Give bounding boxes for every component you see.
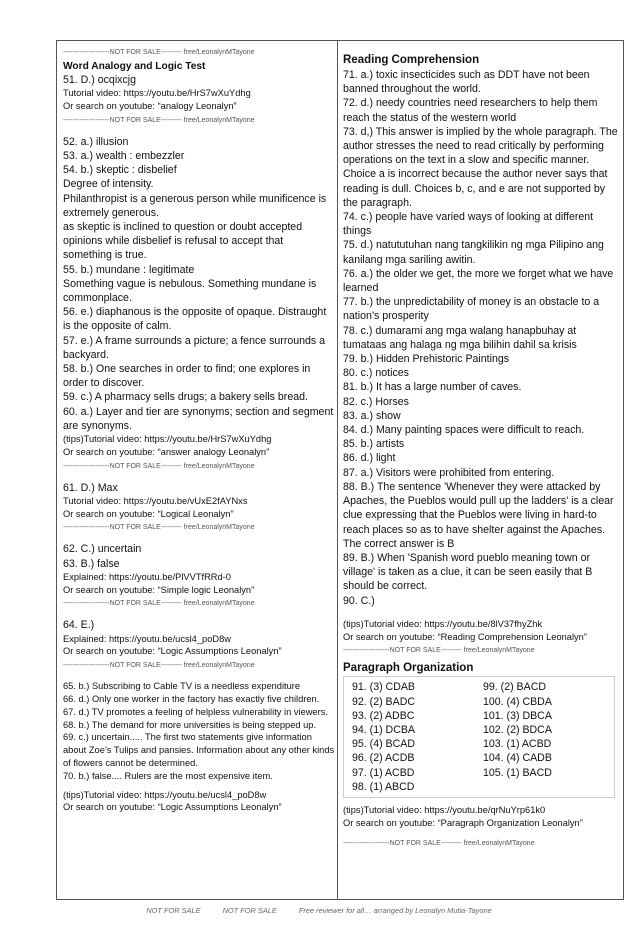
answer-line: 55. b.) mundane : legitimate [63,263,195,276]
answer-line: 76. a.) the older we get, the more we forget what we have learned [343,267,614,295]
tutorial-link[interactable]: Explained: https://youtu.be/PlVVTfRRd-0 [63,571,231,582]
para-answer: 105. (1) BACD [483,766,552,779]
para-col-left [348,680,479,794]
answer-line: 58. b.) One searches in order to find; one explores in order to discover. [63,363,311,390]
answer-line: 70. b.) false.... Rulers are the most expensive item. [63,770,273,781]
para-answer: 93. (2) ADBC [352,709,415,722]
tutorial-link[interactable]: Tutorial video: https://youtu.be/vUxE2fAYNxs [63,495,248,506]
answer-line: Philanthropist is a generous person while munificence is extremely generous. [63,192,327,219]
answer-line: Degree of intensity. [63,178,154,191]
answer-line: 81. b.) It has a large number of caves. [343,381,522,394]
para-answer: 99. (2) BACD [483,681,546,694]
answer-line: 80. c.) notices [343,367,409,380]
left-column [63,45,335,814]
separator: --------------------NOT FOR SALE--------- free/LeonalynMTayone [63,116,255,124]
search-hint: Or search on youtube: “Logic Assumptions Leonalyn” [63,646,282,657]
answer-sheet [56,40,624,900]
separator: --------------------NOT FOR SALE--------- free/LeonalynMTayone [63,462,255,470]
answer-line: 73. d,) This answer is implied by the whole paragraph. The author stresses the need to read critically by performing operations on the text in a slow and specific manner. Choice a is incorrect because the author never says that reading is dull. Choices b, c, and e are not supported by the paragraph. [343,125,618,209]
section-title-analogy: Word Analogy and Logic Test [63,61,206,72]
right-column [343,45,621,852]
para-answer: 103. (1) ACBD [483,738,552,751]
answer-51: 51. D.) ocqixcjg [63,74,137,86]
search-hint: Or search on youtube: “answer analogy Leonalyn” [63,446,270,457]
tutorial-link[interactable]: Tutorial video: https://youtu.be/HrS7wXuYdhg [63,88,251,99]
answer-line: 59. c.) A pharmacy sells drugs; a bakery sells bread. [63,391,308,404]
tutorial-link[interactable]: (tips)Tutorial video: https://youtu.be/8lV37fhyZhk [343,618,543,629]
separator: --------------------NOT FOR SALE--------- free/LeonalynMTayone [63,662,255,670]
para-answer: 102. (2) BDCA [483,723,552,736]
answer-64: 64. E.) [63,619,95,632]
answer-line: 65. b.) Subscribing to Cable TV is a needless expenditure [63,681,301,692]
para-answer: 100. (4) CBDA [483,695,552,708]
search-hint: Or search on youtube: “Logic Assumptions Leonalyn” [63,802,282,813]
search-hint: Or search on youtube: “Paragraph Organization Leonalyn” [343,817,583,828]
answer-line: 82. c.) Horses [343,395,409,408]
answer-line: 85. b.) artists [343,438,405,451]
answer-line: 68. b.) The demand for more universities is being stepped up. [63,719,317,730]
answer-line: 86. d.) light [343,452,396,465]
answer-61: 61. D.) Max [63,481,118,494]
answer-line: as skeptic is inclined to question or doubt accepted opinions while disbelief is refusal to accept that something is true. [63,221,303,262]
para-answer: 94. (1) DCBA [352,723,415,736]
separator: --------------------NOT FOR SALE--------- free/LeonalynMTayone [343,839,535,847]
answer-line: 56. e.) diaphanous is the opposite of opaque. Distraught is the opposite of calm. [63,306,327,333]
credit-line: Free reviewer for all… arranged by Leonalyn Mutia-Tayone [298,906,492,915]
answer-line: 89. B.) When 'Spanish word pueblo meaning town or village' is taken as a clue, it can be seen easily that B should be correct. [343,551,593,593]
answer-line: 66. d.) Only one worker in the factory has exactly five children. [63,694,320,705]
answer-line: 79. b.) Hidden Prehistoric Paintings [343,353,510,366]
answer-line: 75. d.) natututuhan nang tangkilikin ng mga Pilipino ang kanilang mga sariling awitin. [343,239,604,266]
answer-line: 60. a.) Layer and tier are synonyms; section and segment are synonyms. [63,405,334,432]
answer-63: 63. B.) false [63,557,120,570]
answer-line: 69. c.) uncertain..... The first two statements give information about Zoe’s Tulips and pansies. Information about any other kinds of flowers cannot be determined. [63,732,335,769]
para-col-right [479,680,610,794]
answer-line: 78. c.) dumarami ang mga walang hanapbuhay at tumataas ang halaga ng mga bilihin dahil sa krisis [343,324,577,351]
answer-line: 77. b.) the unpredictability of money is an obstacle to a nation’s prosperity [343,296,600,323]
answer-line: 57. e.) A frame surrounds a picture; a fence surrounds a backyard. [63,334,326,361]
answer-line: 90. C.) [343,594,375,607]
separator: --------------------NOT FOR SALE--------- free/LeonalynMTayone [343,647,535,655]
answer-line: 71. a.) toxic insecticides such as DDT have not been banned throughout the world. [343,69,590,96]
tutorial-link[interactable]: (tips)Tutorial video: https://youtu.be/ucsl4_poD8w [63,789,267,800]
answer-line: 52. a.) illusion [63,135,129,148]
answers-52-60 [63,135,335,433]
not-for-sale-label: NOT FOR SALE [146,906,201,915]
answer-line: 88. B.) The sentence 'Whenever they were attacked by Apaches, the Pueblos would pull up the ladders' is a clear clue expressing that the Pueblos were living in hard-to reach places so as to have shelter against the Apaches. The correct answer is B [343,480,614,550]
section-title-paragraph: Paragraph Organization [343,662,474,675]
paragraph-organization-table [343,676,615,798]
not-for-sale-label: NOT FOR SALE [222,906,277,915]
separator: --------------------NOT FOR SALE--------- free/LeonalynMTayone [63,49,255,56]
para-answer: 91. (3) CDAB [352,681,415,694]
para-answer: 97. (1) ACBD [352,766,415,779]
para-answer: 101. (3) DBCA [483,709,552,722]
para-answer: 96. (2) ACDB [352,752,415,765]
answer-line: 84. d.) Many painting spaces were difficult to reach. [343,424,585,437]
tutorial-link[interactable]: Explained: https://youtu.be/ucsl4_poD8w [63,633,231,644]
answer-line: 83. a.) show [343,409,401,422]
section-title-reading: Reading Comprehension [343,54,480,66]
para-answer: 92. (2) BADC [352,695,415,708]
search-hint: Or search on youtube: “Logical Leonalyn” [63,508,234,519]
answer-line: 67. d.) TV promotes a feeling of helpless vulnerability in viewers. [63,706,328,717]
answer-line: 53. a.) wealth : embezzler [63,150,185,162]
search-hint: Or search on youtube: “Simple logic Leonalyn” [63,584,255,595]
answer-line: 54. b.) skeptic : disbelief [63,164,177,177]
para-answer: 104. (4) CADB [483,752,552,765]
separator: --------------------NOT FOR SALE--------- free/LeonalynMTayone [63,600,255,608]
column-divider [337,41,338,899]
answer-line: 72. d.) needy countries need researchers to help them reach the status of the western world [343,97,598,124]
answer-62: 62. C.) uncertain [63,543,142,556]
search-hint: Or search on youtube: “Reading Comprehension Leonalyn” [343,631,587,642]
answer-line: 74. c.) people have varied ways of looking at different things [343,211,594,238]
answer-line: Something vague is nebulous. Something mundane is commonplace. [63,277,317,305]
answer-line: 87. a.) Visitors were prohibited from entering. [343,466,555,479]
tutorial-link[interactable]: (tips)Tutorial video: https://youtu.be/qrNuYrp61k0 [343,804,546,815]
para-answer: 98. (1) ABCD [352,780,415,793]
separator: --------------------NOT FOR SALE--------- free/LeonalynMTayone [63,524,255,532]
answers-71-90 [343,68,621,608]
para-answer: 95. (4) BCAD [352,738,415,751]
tutorial-link[interactable]: (tips)Tutorial video: https://youtu.be/HrS7wXuYdhg [63,434,272,445]
answers-65-70 [63,680,335,782]
search-hint: Or search on youtube: “analogy Leonalyn” [63,101,237,111]
page-footer [0,906,638,915]
